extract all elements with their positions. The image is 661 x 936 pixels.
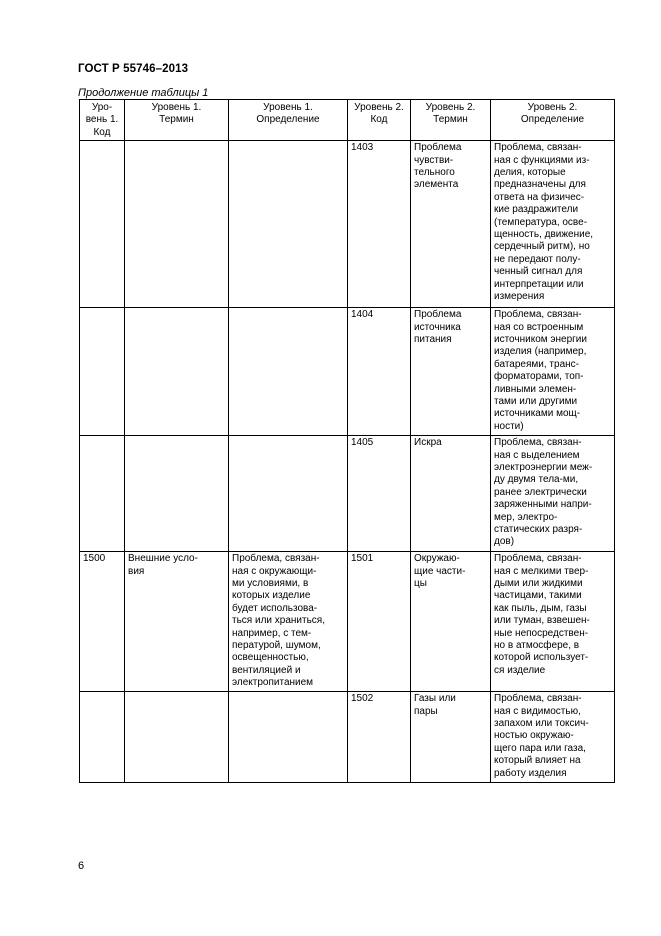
table-caption: Продолжение таблицы 1 [78,87,209,99]
l1-code-cell: 1500 [80,552,125,692]
l2-code-cell: 1404 [348,308,411,436]
l1-def-cell: Проблема, связан- ная с окружающи- ми условиями, в которых изделие будет использова- ться или храниться, например, с тем- пературой, шумом, освещенностью, вентиляцией и электропитанием [229,552,348,692]
col-header-l1-def: Уровень 1. Определение [229,100,348,141]
l2-term-cell: Проблема источника питания [411,308,491,436]
col-header-l2-code: Уровень 2. Код [348,100,411,141]
l2-code-cell: 1405 [348,436,411,552]
l1-term-cell [125,308,229,436]
l1-term-cell [125,141,229,308]
l2-term-cell: Газы или пары [411,692,491,783]
col-header-l1-code: Уро- вень 1. Код [80,100,125,141]
document-header: ГОСТ Р 55746–2013 [78,63,189,75]
classification-table [79,99,615,783]
l1-code-cell [80,436,125,552]
col-header-l2-term: Уровень 2. Термин [411,100,491,141]
l2-def-cell: Проблема, связан- ная со встроенным источником энергии изделия (например, батареями, транс- форматорами, топ- ливными элемен- тами или другими источниками мощ- ности) [491,308,615,436]
table-row [80,141,615,308]
l2-def-cell: Проблема, связан- ная с видимостью, запахом или токсич- ностью окружаю- щего пара или газа, который влияет на работу изделия [491,692,615,783]
table-row [80,436,615,552]
l2-term-cell: Искра [411,436,491,552]
l1-def-cell [229,308,348,436]
col-header-l2-def: Уровень 2. Определение [491,100,615,141]
l2-def-cell: Проблема, связан- ная с выделением электроэнергии меж- ду двумя тела-ми, ранее электрически заряженными напри- мер, электро- статических разря- дов) [491,436,615,552]
table-row [80,552,615,692]
table-row [80,308,615,436]
l2-term-cell: Проблема чувстви- тельного элемента [411,141,491,308]
l1-def-cell [229,141,348,308]
l1-code-cell [80,308,125,436]
col-header-l1-term: Уровень 1. Термин [125,100,229,141]
table-row [80,692,615,783]
page-number: 6 [78,860,85,872]
l1-term-cell: Внешние усло- вия [125,552,229,692]
l1-def-cell [229,436,348,552]
l2-code-cell: 1502 [348,692,411,783]
l1-def-cell [229,692,348,783]
l2-def-cell: Проблема, связан- ная с мелкими твер- дыми или жидкими частицами, такими как пыль, дым, газы или туман, взвешен- ные непосредствен- но в атмосфере, в которой использует- ся изделие [491,552,615,692]
l2-term-cell: Окружаю- щие части- цы [411,552,491,692]
l2-code-cell: 1403 [348,141,411,308]
l1-term-cell [125,692,229,783]
l1-code-cell [80,692,125,783]
l2-def-cell: Проблема, связан- ная с функциями из- делия, которые предназначены для ответа на физичес- кие раздражители (температура, осве- щенность, движение, сердечный ритм), но не передают полу- ченный сигнал для интерпретации или измерения [491,141,615,308]
l2-code-cell: 1501 [348,552,411,692]
l1-term-cell [125,436,229,552]
l1-code-cell [80,141,125,308]
table-header-row [80,100,615,141]
